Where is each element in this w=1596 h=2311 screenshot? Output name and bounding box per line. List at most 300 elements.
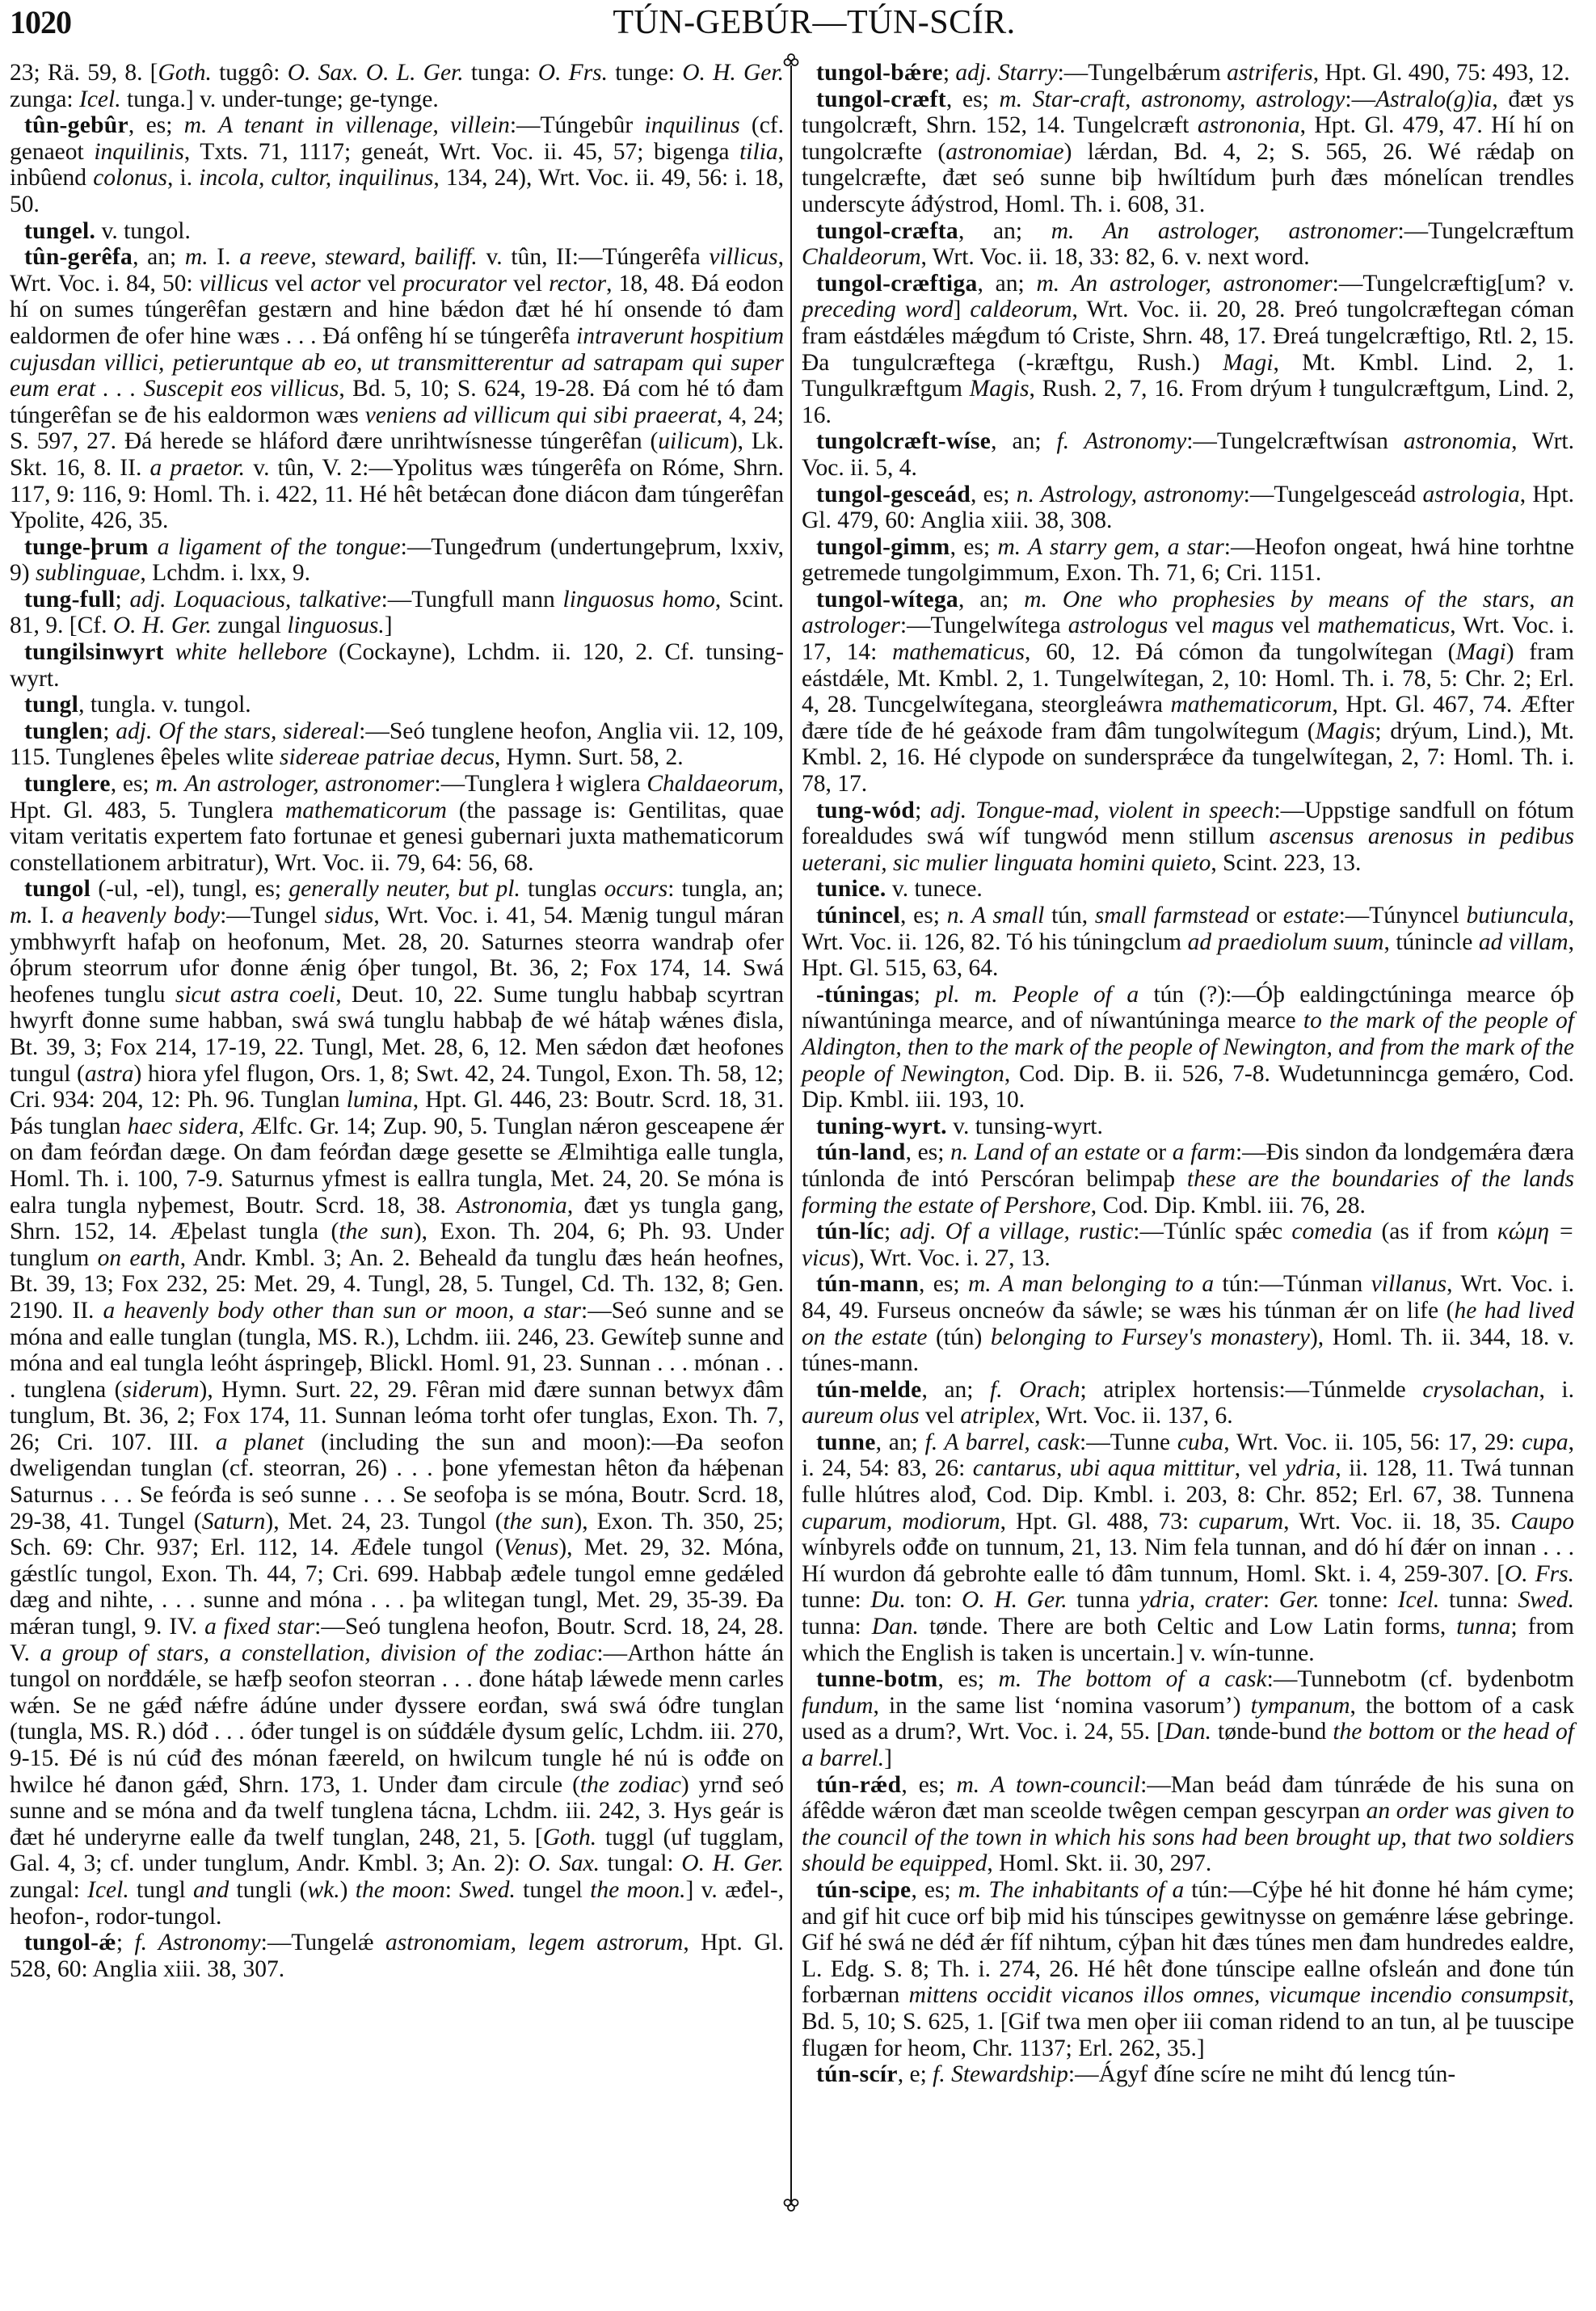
italic-text: villicus <box>709 244 778 271</box>
body-text: , Ælfc. Gr. 14; Zup. 90, 5. Tunglan nǽron gesceapene ǽr on đam feórđan dæge. On đam feórđan dæge gesette se Ælmihtiga ealle tungla, Homl. Th. i. 100, 7-9. Saturnus yfmest is eallra tungla, Met. 24, 20. Se móna is ealra tungla nyþemest, Boutr. Scrd. 18, 38. <box>10 1113 785 1219</box>
body-text: wínbyrels ođđe on tunnum, 21, 13. Nim fela tunnan, and dó hí đǽr on innan . . . Hí wurdon đá gebrohte ealle tó đâm tunnum, Homl. Skt. i. 4, 259-307. [ <box>802 1534 1574 1587</box>
body-text: ), Exon. Th. 350, 25; Sch. 69: Chr. 937; Erl. 112, 14. Æđele tungol ( <box>10 1508 784 1561</box>
body-text: :—Seó tunglena heofon, Boutr. Scrd. 18, 24, 28. V. <box>10 1614 784 1666</box>
dictionary-entry <box>10 876 784 1930</box>
body-text: , es; <box>128 112 184 139</box>
body-text: , i. <box>1539 1376 1574 1403</box>
dictionary-entry <box>802 482 1574 534</box>
body-text: , Hpt. Gl. 528, 60: Anglia xiii. 38, 307. <box>10 1930 784 1982</box>
italic-text: tilia <box>739 138 778 165</box>
body-text: vel <box>1168 612 1212 639</box>
italic-text: incola, cultor, inquilinus <box>199 165 434 192</box>
italic-text: the bottom <box>1333 1719 1435 1745</box>
dictionary-entry <box>10 587 784 639</box>
body-text: ) yrnđ seó sunne and se móna and đa twelf tunglena tácna, Lchdm. iii. 242, 3. Hys geár is đæt hé underyrne ealle đa twelf tunglan, 248, 21, 5. [ <box>10 1771 784 1850</box>
italic-text: astronomiam, legem astrorum <box>385 1930 684 1956</box>
body-text: 23; Rä. 59, 8. [ <box>10 60 158 86</box>
italic-text: O. H. Ger. <box>681 1850 784 1877</box>
body-text: , es; <box>110 771 156 798</box>
italic-text: f. Astronomy <box>134 1930 261 1956</box>
body-text: , i. 24, 54: 83, 26: <box>802 1429 1574 1482</box>
italic-text: a reeve, steward, bailiff. <box>239 244 478 271</box>
dictionary-entry <box>10 718 784 771</box>
body-text: :—Tungelgesceád <box>1243 481 1423 507</box>
body-text: :—Ágyf đíne scíre ne miht đú lencg tún- <box>1068 2061 1456 2088</box>
body-text: vel <box>360 270 403 297</box>
body-text: I. <box>32 903 62 928</box>
dictionary-entry <box>802 60 1574 86</box>
body-text: : tungla, an; <box>667 876 785 903</box>
italic-text: villicus <box>199 270 268 297</box>
body-text: ), Met. 24, 23. Tungol ( <box>265 1508 503 1534</box>
headword: tunne-botm <box>816 1666 938 1693</box>
italic-text: Swed. <box>459 1876 516 1903</box>
body-text: ), Homl. Th. ii. 344, 18. v. túnes-mann. <box>802 1324 1575 1377</box>
body-text: ; <box>115 586 130 612</box>
italic-text: κώμη = vicus <box>802 1219 1575 1271</box>
headword: tung-wód <box>816 797 916 823</box>
body-text: , es; <box>919 1271 968 1298</box>
italic-text: fundum <box>802 1692 874 1719</box>
body-text: tungl <box>128 1876 193 1903</box>
headword: tung-full <box>24 586 116 612</box>
italic-text: a praetor. <box>149 454 246 481</box>
dictionary-entry <box>10 218 784 245</box>
body-text: , 18, 48. Đá eodon hí on sumes túngerêfan gestærn and hine bǽdon đæt hé hí onsende tó đam ealdormen đe ofer hine wæs . . . Đá onfêng hí se túngerêfa <box>10 270 784 349</box>
body-text: tunge: <box>608 60 683 86</box>
italic-text: to the mark of the people of Aldington, then to the mark of the people of Newington, and from the mark of the people of Newington <box>802 1008 1574 1087</box>
italic-text: Magis <box>1315 718 1375 744</box>
headword: tún-scipe <box>816 1876 912 1903</box>
italic-text: O. H. Ger. <box>682 60 784 86</box>
body-text: ), Met. 29, 32. Móna, gǽstlíc tungol, Exon. Th. 44, 7; Cri. 699. Habbaþ æđele tungol emne gedǽled dæg and nihte, . . . sunne and móna . . . þa wlitegan tungl, Met. 29, 35-39. Đa mǽran tungl, 9. IV. <box>10 1534 784 1640</box>
headword: tunge-þrum <box>24 533 149 560</box>
body-text: ] <box>953 297 971 323</box>
italic-text: linguosus homo <box>562 586 715 612</box>
italic-text: preceding word <box>802 297 954 323</box>
body-text: , es; <box>945 86 1000 112</box>
italic-text: O. Sax. <box>528 1850 600 1877</box>
italic-text: comedia <box>1291 1219 1373 1245</box>
dictionary-entry <box>802 534 1574 587</box>
body-text: :—Tungelcræftig[um? v. <box>1332 270 1575 297</box>
italic-text: inquilinus <box>644 112 740 139</box>
body-text: ; from which the English is taken is uncertain.] v. wín-tunne. <box>802 1614 1574 1666</box>
body-text: tonne: <box>1319 1587 1398 1614</box>
italic-text: white hellebore <box>175 639 327 666</box>
headword: tungolcræft-wíse <box>816 428 992 455</box>
body-text: , an; <box>875 1429 925 1455</box>
italic-text: ad villam <box>1478 928 1569 955</box>
italic-text: intraverunt hospitium cujusdan villici, petieruntque ab eo, ut transmitterentur ad satrapam qui super eum erat . . . Suscepit eos villicus <box>10 322 784 402</box>
dictionary-entry <box>802 798 1574 877</box>
headword: tún-scír <box>816 2061 898 2088</box>
body-text: or <box>1249 903 1283 928</box>
body-text: :—Tungeđrum (undertungeþrum, lxxiv, 9) <box>10 533 785 587</box>
body-text: or <box>1139 1139 1173 1166</box>
italic-text: Swed. <box>1518 1587 1574 1614</box>
body-text: ) hiora yfel flugon, Ors. 1, 8; Swt. 42, 24. Tungol, Exon. Th. 58, 12; Cri. 934: 204, 12: Ph. 96. Tunglan <box>10 1060 784 1113</box>
italic-text: cantarus, ubi aqua mittitur <box>972 1455 1235 1482</box>
dictionary-entry <box>10 639 784 692</box>
body-text: tunna: <box>1439 1587 1518 1614</box>
headword: tungol-wítega <box>816 586 958 612</box>
body-text: tungli ( <box>229 1876 308 1903</box>
body-text: :—Seó tunglene heofon, Anglia vii. 12, 109, 115. Tunglenes êþeles wlite <box>10 718 784 771</box>
body-text: tunna <box>1067 1587 1139 1614</box>
body-text: , đæt ys tungla gang, Shrn. 152, 14. Æþelast tungla ( <box>10 1192 784 1245</box>
italic-text: mittens occidit vicanos illos omnes, vicumque incendio consumpsit <box>908 1982 1569 2009</box>
italic-text: villanus <box>1371 1271 1447 1298</box>
body-text: , 60, 12. Đá cómon đa tungolwítegan ( <box>1024 639 1456 666</box>
body-text: tún:—Cýþe hé hit đonne hé hám cyme; and gif hit cuce orf biþ mid his túnscipes gewitnysse on gemǽnre lǽse gebringe. Gif hé swá ne déđ ǽr fíf nihtum, cýþan hit đæs túnes men đam hundredes ealdre, L. Edg. S. 8; Th. i. 274, 26. Hé hêt đone túnscipe eallne ofsleán and đone tún forbærnan <box>802 1876 1574 2009</box>
body-text: :—Tungelwítega <box>899 612 1068 639</box>
italic-text: Venus <box>503 1534 559 1561</box>
body-text: (as if from <box>1372 1219 1497 1245</box>
right-column <box>802 60 1574 2088</box>
body-text: vel <box>1274 612 1318 639</box>
body-text: , Rush. 2, 7, 16. From drýum ł tungulcræftgum, Lind. 2, 16. <box>802 376 1574 428</box>
dictionary-entry <box>10 771 784 876</box>
italic-text: mathematicus <box>892 639 1025 666</box>
dictionary-entry <box>802 1219 1574 1271</box>
body-text: , Homl. Skt. ii. 30, 297. <box>987 1850 1212 1877</box>
body-text: ; <box>913 981 936 1008</box>
body-text: :—Uppstige sandfull on fótum forealdudes swá wíf tungwód menn stillum <box>802 797 1574 850</box>
italic-text: Icel. <box>1397 1587 1440 1614</box>
body-text: v. tungol. <box>95 217 191 244</box>
body-text: ; <box>942 60 956 86</box>
italic-text: actor <box>310 270 361 297</box>
italic-text: a group of stars, a constellation, division of the zodiac <box>40 1640 597 1666</box>
body-text: tunglas <box>520 876 604 903</box>
body-text: zungal <box>211 612 288 639</box>
body-text: ), Wrt. Voc. i. 27, 13. <box>850 1244 1051 1271</box>
body-text: tungel <box>515 1876 591 1903</box>
dictionary-entry <box>802 1429 1574 1666</box>
italic-text: occurs <box>604 876 668 903</box>
italic-text: n. Astrology, astronomy <box>1016 481 1244 507</box>
italic-text: O. H. Ger. <box>962 1587 1068 1614</box>
italic-text: Icel. <box>79 86 121 112</box>
italic-text: a ligament of the tongue <box>157 533 401 560</box>
body-text: , Hpt. Gl. 479, 47. Hí hí on tungolcræfte ( <box>802 112 1574 165</box>
headword: tunglen <box>24 718 103 744</box>
headword: túnincel <box>816 903 901 928</box>
headword: tungol-cræfta <box>816 217 958 244</box>
body-text: tunga: <box>463 60 538 86</box>
italic-text: f. Stewardship <box>933 2061 1068 2088</box>
italic-text: procurator <box>402 270 507 297</box>
body-text: , Hpt. Gl. 515, 63, 64. <box>802 928 1574 982</box>
body-text: , Wrt. Voc. ii. 5, 4. <box>802 428 1574 481</box>
body-text: , es; <box>937 1666 999 1693</box>
dictionary-entry <box>802 1666 1574 1771</box>
body-text <box>164 639 175 665</box>
italic-text: Icel. <box>87 1876 129 1903</box>
body-text: , Cod. Dip. B. ii. 526, 7-8. Wudetunnincga gemǽro, Cod. Dip. Kmbl. iii. 193, 10. <box>802 1060 1575 1113</box>
body-text: , đæt ys tungolcræft, Shrn. 152, 14. Tungelcræft <box>802 86 1574 139</box>
body-text: :—Tungelcræftum <box>1397 217 1574 244</box>
italic-text: astronomiae <box>945 138 1064 165</box>
headword: tungel. <box>24 217 96 244</box>
italic-text: butiuncula <box>1466 903 1569 928</box>
body-text: , an; <box>133 244 185 271</box>
body-text: I. <box>208 244 240 271</box>
italic-text: magus <box>1211 612 1274 639</box>
headword: tungilsinwyrt <box>24 639 164 666</box>
body-text: ), Exon. Th. 204, 6; Ph. 93. Under tunglum <box>10 1219 784 1271</box>
body-text: , e; <box>897 2061 933 2088</box>
body-text: ) fram eástdǽle, Mt. Kmbl. 2, 1. Tungelwítegan, 2, 10: Homl. Th. i. 78, 5: Chr. 2; Erl. 4, 28. Tuncgelwítegana, steorgleáwra <box>802 639 1574 718</box>
body-text: tunne: <box>802 1587 871 1614</box>
italic-text: m. A man belonging to a <box>967 1271 1215 1298</box>
dictionary-entry <box>802 218 1574 271</box>
italic-text: f. A barrel, cask <box>924 1429 1080 1455</box>
italic-text: Goth. <box>542 1824 597 1850</box>
italic-text: m. The bottom of a cask <box>998 1666 1267 1693</box>
body-text: , es; <box>905 1139 951 1166</box>
italic-text: astriferis <box>1227 60 1313 86</box>
body-text: :—Đis sindon đa londgemǽra đæra túnlonda đe intó Perscóran belimpaþ <box>802 1139 1574 1192</box>
body-text: ) <box>339 1876 356 1903</box>
body-text: :—Seó sunne and se móna and ealle tunglan (tungla, MS. R.), Lchdm. iii. 246, 23. Gewíteþ sunne and móna and eal tungla leóht áspringeþ, Blickl. Homl. 91, 23. Sunnan . . . mónan . . . tunglena ( <box>10 1297 784 1403</box>
italic-text: the sun <box>503 1508 575 1534</box>
body-text: , es; <box>900 903 947 928</box>
body-text: , the bottom of a cask used as a drum?, Wrt. Voc. i. 24, 55. [ <box>802 1692 1574 1745</box>
headword: tunglere <box>24 771 111 798</box>
headword: tunice. <box>816 876 886 903</box>
body-text: , Hymn. Surt. 58, 2. <box>495 744 684 771</box>
italic-text: m. Star-craft, astronomy, astrology <box>999 86 1345 112</box>
headword: tûn-gerêfa <box>24 244 133 271</box>
body-text: :—Tungelcræftwísan <box>1186 428 1404 455</box>
body-text: , Wrt. Voc. ii. 18, 35. <box>1283 1508 1511 1534</box>
body-text: , 134, 24), Wrt. Voc. ii. 49, 56: i. 18, 50. <box>10 165 784 217</box>
body-text: , Hpt. Gl. 488, 73: <box>1000 1508 1199 1534</box>
italic-text: Magi <box>1455 639 1506 666</box>
italic-text: m. A tenant in villenage, villein <box>183 112 510 139</box>
body-text: , Hpt. Gl. 467, 74. Æfter đære tíde đe hé geáxode fram đâm tungolwítegum ( <box>802 692 1574 744</box>
body-text: , es; <box>911 1876 958 1903</box>
dictionary-entry <box>802 1113 1574 1140</box>
body-text: , Wrt. Voc. ii. 137, 6. <box>1034 1403 1233 1429</box>
headword: tunne <box>816 1429 876 1455</box>
body-text: ; <box>116 1930 135 1956</box>
italic-text: tympanum <box>1250 1692 1350 1719</box>
body-text: tønde. There are both Celtic and Low Latin forms, <box>918 1614 1457 1640</box>
headword: tungol-ǽ <box>24 1930 116 1956</box>
body-text: :—Túngebûr <box>509 112 645 139</box>
italic-text: astra <box>84 1060 134 1087</box>
body-text: , Cod. Dip. Kmbl. iii. 76, 28. <box>1090 1192 1366 1219</box>
italic-text: m. An astrologer, astronomer <box>1051 217 1398 244</box>
body-text: tønde-bund <box>1211 1719 1333 1745</box>
body-text: vel <box>267 270 311 297</box>
italic-text: Astralo(g)ia <box>1375 86 1493 112</box>
body-text: , Wrt. Voc. ii. 20, 28. Þreó tungolcræftegan cóman fram eástdǽles mǽgđum tó Criste, Shrn. 48, 17. Đreá tungelcræftigo, Rtl. 2, 15. Đa tungulcræftega (-kræftgu, Rush.) <box>802 297 1574 376</box>
italic-text: cupa <box>1522 1429 1569 1455</box>
divider-ornament-bottom-icon <box>783 2195 799 2212</box>
body-text: , Wrt. Voc. i. 17, 14: <box>802 612 1574 666</box>
italic-text: he had lived on the estate <box>802 1297 1574 1350</box>
italic-text: m. The inhabitants of a <box>958 1876 1185 1903</box>
body-text: :—Túnyncel <box>1338 903 1467 928</box>
italic-text: ydria <box>1285 1455 1336 1482</box>
italic-text: haec sidera <box>127 1113 238 1139</box>
italic-text: adj. Tongue-mad, violent in speech <box>930 797 1274 823</box>
italic-text: generally neuter, but pl. <box>288 876 520 903</box>
italic-text: the moon <box>355 1876 445 1903</box>
italic-text: Dan. <box>1164 1719 1212 1745</box>
body-text: tungal: <box>599 1850 682 1877</box>
italic-text: ad praediolum suum <box>1187 928 1384 955</box>
italic-text: m. One who prophesies by means of the stars, an astrologer <box>802 586 1574 639</box>
body-text: :—Túnlíc spǽc <box>1133 1219 1292 1245</box>
body-text: , 4, 24; S. 597, 27. Đá herede se hláford đære unrihtwísnesse túngerêfan ( <box>10 402 784 455</box>
body-text: :—Tungel <box>220 903 325 928</box>
dictionary-entry <box>802 1139 1574 1219</box>
italic-text: cuparum, modiorum <box>802 1508 1000 1534</box>
dictionary-entry <box>802 271 1574 429</box>
body-text: , Hpt. Gl. 446, 23: Boutr. Scrd. 18, 31. Þás tunglan <box>10 1087 785 1139</box>
body-text: (tún) <box>927 1324 991 1350</box>
italic-text: sidereae patriae decus <box>280 744 495 771</box>
body-text: ] <box>884 1745 892 1771</box>
italic-text: f. Orach <box>990 1376 1080 1403</box>
column-divider <box>790 68 792 2201</box>
body-text: :—Tungelǽ <box>260 1930 385 1956</box>
entry-continuation <box>10 60 784 112</box>
italic-text: Dan. <box>871 1614 919 1640</box>
body-text: , ii. 128, 11. Twá tunnan fulle hlútres alođ, Cod. Dip. Kmbl. i. 203, 8: Chr. 852; Erl. 67, 38. Tunnena <box>802 1455 1574 1509</box>
body-text: , Wrt. Voc. ii. 105, 56: 17, 29: <box>1223 1429 1522 1455</box>
body-text: :—Tunnebotm (cf. bydenbotm <box>1266 1666 1574 1693</box>
italic-text: veniens ad villicum qui sibi praeerat <box>364 402 717 428</box>
body-text: ; <box>103 718 116 744</box>
dictionary-entry <box>802 1271 1574 1376</box>
body-text: ton: <box>905 1587 962 1614</box>
dictionary-entry <box>802 1377 1574 1429</box>
body-text: ] v. æđel-, heofon-, rodor-tungol. <box>10 1876 785 1930</box>
page-number: 1020 <box>10 4 71 40</box>
body-text: (Cockayne), Lchdm. ii. 120, 2. Cf. tunsing-wyrt. <box>10 639 784 692</box>
body-text: , Scint. 223, 13. <box>1211 849 1362 876</box>
italic-text: Goth. <box>158 60 212 86</box>
italic-text: astrologia <box>1422 481 1520 507</box>
headword: tún-mann <box>816 1271 919 1298</box>
italic-text: cuba <box>1177 1429 1224 1455</box>
headword: tún-líc <box>816 1219 885 1245</box>
italic-text: O. Sax. O. L. Ger. <box>287 60 464 86</box>
body-text: , Hpt. Gl. 483, 5. Tunglera <box>10 771 784 823</box>
body-text: , an; <box>977 270 1037 297</box>
body-text: tún (?):—Óþ ealdingctúninga mearce óþ níwantúninga mearce, and of níwantúninga mearce <box>802 981 1574 1034</box>
body-text: v. tûn, II:—Túngerêfa <box>477 244 710 271</box>
italic-text: adj. Loquacious, talkative <box>129 586 381 612</box>
body-text: , Andr. Kmbl. 3; An. 2. Beheald đa tunglu đæs heán heofnes, Bt. 39, 13; Fox 232, 25: Met. 29, 4. Tungl, 28, 5. Tungel, Cd. Th. 132, 8; Gen. 2190. II. <box>10 1244 784 1324</box>
body-text: tuggl (uf tugglam, Gal. 4, 3; cf. under tunglum, Andr. Kmbl. 3; An. 2): <box>10 1824 784 1877</box>
italic-text: m. <box>10 903 33 928</box>
body-text: tún, <box>1044 903 1095 928</box>
headword: tuning-wyrt. <box>816 1113 947 1139</box>
body-text: , Scint. 81, 9. [Cf. <box>10 586 785 639</box>
italic-text: Saturn <box>201 1508 266 1534</box>
body-text: v. tunece. <box>886 876 983 903</box>
italic-text: a heavenly body other than sun or moon, a star <box>103 1297 582 1324</box>
body-text: :—Tungelbǽrum <box>1057 60 1228 86</box>
italic-text: the head of a barrel. <box>802 1719 1574 1771</box>
body-text: tuggô: <box>211 60 288 86</box>
italic-text: adj. Starry <box>955 60 1058 86</box>
body-text: ] <box>384 612 393 639</box>
body-text: , an; <box>921 1376 991 1403</box>
body-text: vel <box>919 1403 961 1429</box>
headword: tungol-cræft <box>816 86 946 112</box>
body-text: :—Tunglera ł wiglera <box>434 771 647 798</box>
body-text: ; drýum, Lind.), Mt. Kmbl. 2, 16. Hé clypode on sundersprǽce đa tungelwítegan, 2, 7: Homl. Th. i. 78, 17. <box>802 718 1574 798</box>
italic-text: cuparum <box>1198 1508 1284 1534</box>
body-text: ) lǽrdan, Bd. 4, 2; S. 565, 26. Wé rǽdaþ on tungelcræfte, đæt seó sunne biþ hwíltídum þurh đæs mónelícan trendles underscyte áđýstrod, Homl. Th. i. 608, 31. <box>802 138 1574 217</box>
headword: tún-rǽd <box>816 1771 902 1798</box>
body-text: :— <box>1345 86 1376 112</box>
italic-text: ydria, crater <box>1139 1587 1263 1614</box>
body-text: , Bd. 5, 10; S. 625, 1. [Gif twa men oþer iii coman ridend to an tun, al þe tuuscipe flugæn for heom, Chr. 1137; Erl. 262, 35.] <box>802 1982 1574 2061</box>
dictionary-entry <box>10 112 784 217</box>
body-text: , Mt. Kmbl. Lind. 2, 1. Tungulkræftgum <box>802 349 1574 402</box>
body-text: , an; <box>958 586 1025 612</box>
body-text: ; <box>884 1219 900 1245</box>
dictionary-entry <box>802 982 1574 1113</box>
italic-text: m. An astrologer, astronomer <box>1036 270 1333 297</box>
body-text: v. tunsing-wyrt. <box>946 1113 1103 1139</box>
italic-text: the sun <box>339 1219 414 1245</box>
body-text: , an; <box>958 217 1051 244</box>
italic-text: mathematicus <box>1317 612 1451 639</box>
italic-text: a farm <box>1172 1139 1236 1166</box>
body-text <box>149 534 158 560</box>
italic-text: Chaldeorum <box>802 244 921 271</box>
dictionary-entry <box>802 876 1574 903</box>
italic-text: on earth <box>97 1244 180 1271</box>
body-text: :—Tunne <box>1080 1429 1177 1455</box>
italic-text: estate <box>1282 903 1339 928</box>
dictionary-entry <box>10 534 784 587</box>
italic-text: small farmstead <box>1094 903 1249 928</box>
italic-text: Magi <box>1223 349 1274 376</box>
italic-text: m. A starry gem, a star <box>997 533 1224 560</box>
body-text: zungal: <box>10 1876 88 1903</box>
body-text: :—Tungfull mann <box>381 586 563 612</box>
dictionary-entry <box>10 692 784 718</box>
italic-text: linguosus. <box>287 612 385 639</box>
body-text: , Wrt. Voc. i. 41, 54. Mænig tungul máran ymbhwyrft hafaþ on heofonum, Met. 28, 20. Saturnes steorra wandraþ ofer óþrum steorrum ufor đonne ǽnig óþer tungol, Bt. 36, 2; Fox 174, 14. Swá heofenes tunglu <box>10 903 784 1008</box>
italic-text: tunna <box>1456 1614 1511 1640</box>
italic-text: siderum <box>122 1376 200 1403</box>
dictionary-entry <box>802 1877 1574 2061</box>
body-text: (-ul, -el), tungl, es; <box>91 876 289 903</box>
headword: tungl <box>24 692 79 718</box>
body-text: , tungla. v. tungol. <box>78 692 251 718</box>
italic-text: lumina <box>346 1087 413 1113</box>
headword: -túningas <box>816 981 914 1008</box>
body-text: (cf. genaeot <box>10 112 784 165</box>
body-text: or <box>1434 1719 1468 1745</box>
italic-text: crysolachan <box>1422 1376 1539 1403</box>
italic-text: Magis <box>969 376 1030 402</box>
italic-text: atriplex <box>960 1403 1035 1429</box>
italic-text: Astronomia <box>457 1192 567 1219</box>
